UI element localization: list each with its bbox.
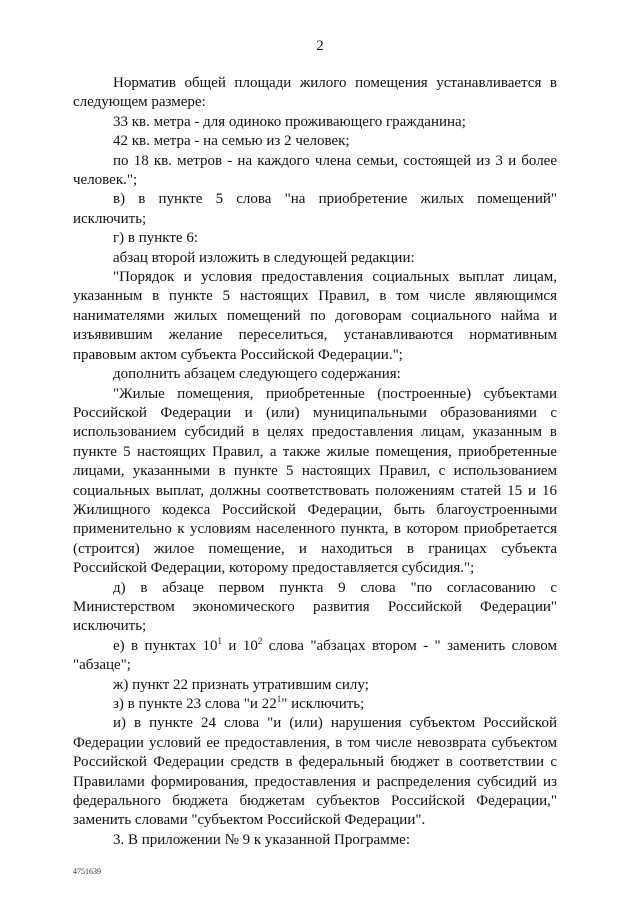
paragraph: абзац второй изложить в следующей редакции: bbox=[113, 249, 415, 266]
paragraph-e bbox=[73, 637, 557, 676]
paragraph-e-text: и 10 bbox=[222, 637, 258, 654]
paragraph: "Жилые помещения, приобретенные (построенные) субъектами Российской Федерации и (или) муниципальными образованиями с использованием субсидий в целях предоставления лицам, указанным в пункте 5 настоящих Правил, а также жилые помещения, приобретенные лицами, указанными в пункте 5 настоящих Правил, с использованием социальных выплат, должны соответствовать положениям статей 15 и 16 Жилищного кодекса Российской Федерации, быть благоустроенными применительно к условиям населенного пункта, в котором приобретается (строится) жилое помещение, и находиться в границах субъекта Российской Федерации, которому предоставляется субсидия."; bbox=[73, 385, 557, 577]
paragraph: дополнить абзацем следующего содержания: bbox=[113, 366, 401, 383]
paragraph: д) в абзаце первом пункта 9 слова "по согласованию с Министерством экономического развития Российской Федерации" исключить; bbox=[73, 579, 557, 635]
paragraph: Норматив общей площади жилого помещения устанавливается в следующем размере: bbox=[73, 75, 557, 111]
paragraph: "Порядок и условия предоставления социальных выплат лицам, указанным в пункте 5 настоящих Правил, в том числе являющимся нанимателями жилых помещений по договорам социального найма и изъявившим желание переселиться, устанавливаются нормативным правовым актом субъекта Российской Федерации."; bbox=[73, 269, 557, 363]
superscript: 1 bbox=[217, 635, 223, 646]
superscript: 2 bbox=[257, 635, 263, 646]
paragraph-z-text: з) в пункте 23 слова "и 22 bbox=[113, 696, 277, 712]
paragraph: 42 кв. метра - на семью из 2 человек; bbox=[113, 133, 350, 150]
superscript: 1 bbox=[276, 694, 282, 704]
paragraph-e-text: слова "абзацах втором - " заменить словом "абзаце"; bbox=[73, 637, 558, 674]
paragraph: 3. В приложении № 9 к указанной Программе: bbox=[113, 831, 411, 848]
paragraph: 33 кв. метра - для одиноко проживающего гражданина; bbox=[113, 113, 466, 130]
paragraph-z bbox=[73, 695, 557, 714]
paragraph: по 18 кв. метров - на каждого члена семьи, состоящей из 3 и более человек."; bbox=[73, 152, 557, 189]
paragraph: г) в пункте 6: bbox=[113, 230, 199, 247]
footer-code: 4751639 bbox=[73, 867, 101, 876]
paragraph-z-text: " исключить; bbox=[281, 696, 365, 712]
paragraph-e-text: е) в пунктах 10 bbox=[113, 637, 218, 654]
paragraph: ж) пункт 22 признать утратившим силу; bbox=[113, 676, 369, 693]
page-number: 2 bbox=[316, 38, 324, 54]
document-body bbox=[73, 74, 557, 850]
paragraph: в) в пункте 5 слова "на приобретение жилых помещений" исключить; bbox=[73, 191, 557, 227]
paragraph: и) в пункте 24 слова "и (или) нарушения субъектом Российской Федерации условий ее предоставления, в том числе невозврата субъектом Российской Федерации средств в федеральный бюджет в соответствии с Правилами формирования, предоставления и распределения субсидий из федерального бюджета бюджетам субъектов Российской Федерации," заменить словами "субъектом Российской Федерации". bbox=[73, 715, 557, 829]
